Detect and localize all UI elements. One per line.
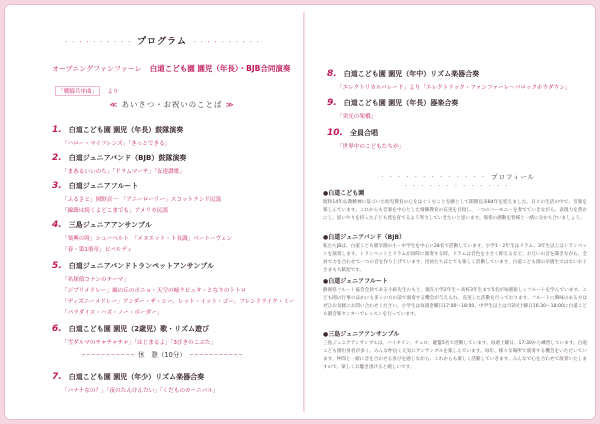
- heading-deco-left: ・・・・・・・・・・: [62, 38, 133, 46]
- program-title: 三島ジュニアアンサンブル: [68, 221, 152, 229]
- left-page: [12, 4, 298, 420]
- program-item: [327, 120, 404, 153]
- greeting-label: あいさつ・お祝いのことば: [121, 100, 223, 109]
- song-line: 「ハロー・マイフレンズ」「きっとできる」: [62, 141, 171, 147]
- opening-performers: 白道こども園 園児（年長）・BJB合同演奏: [149, 64, 291, 73]
- program-title: 白道こども園 園児（2歳児）歌・リズム遊び: [68, 325, 209, 333]
- program-item: [52, 316, 216, 349]
- profile-title: ●三島ジュニアアンサンブル: [323, 331, 400, 338]
- heading-text: プログラム: [137, 37, 187, 47]
- program-songs: [62, 275, 295, 319]
- program-songs: [337, 142, 404, 153]
- program-title: 白道ジュニアバンド（BJB）鼓隊演奏: [68, 154, 187, 162]
- program-title: 白道こども園 園児（年少）リズム楽器合奏: [68, 373, 205, 381]
- song-line: 「春・第1楽章」ビバルディ: [62, 247, 133, 253]
- program-title: 白道ジュニアフルート: [68, 182, 139, 190]
- program-heading: [42, 34, 282, 47]
- program-number: 2.: [52, 153, 62, 163]
- profile-text: 昭和14年仏教精神に基づいた幼児教育の心をはぐくむことを願として開園以来84年を迎えました。日々の生活の中で、音楽を楽しんでいます。これからも音楽を中心とした情操教育の充実を目指し、一つのハーモニーを奏でていきながら、表現力を豊かにし、思いやりを持った子ども達を育てるよう努力していきたいと思います。演奏の感動を皆様と一緒に分かち合いましょう。: [323, 200, 587, 221]
- opening-lead: オープニングファンファーレ: [52, 65, 142, 73]
- profile-section: [323, 188, 587, 223]
- right-page: [309, 4, 593, 420]
- greeting-mark-right: ≫: [225, 100, 235, 109]
- song-line: 「名探偵コナンのテーマ」: [62, 277, 129, 283]
- profile-section: [323, 329, 587, 372]
- song-line: 「ふるさと」岡野貞一 「アニーローリー」スコットランド民謡: [62, 197, 222, 203]
- intermission-rule-left: [82, 354, 134, 355]
- program-number: 8.: [327, 69, 337, 79]
- song-line: 「線路は続くよどこまでも」アメリカ民謡: [62, 208, 168, 214]
- intermission: [82, 349, 242, 359]
- program-title: 白道ジュニアバンドトランペットアンサンブル: [68, 262, 214, 270]
- program-booklet: [4, 4, 596, 420]
- heading-deco-right: ・・・・・・・・・・: [191, 38, 262, 46]
- song-line: 「楽興の時」シューベルト 「メヌエット・ト長調」ベートーヴェン: [62, 236, 233, 242]
- program-number: 7.: [52, 372, 62, 382]
- song-line: 「バナナなの？」「夜のたんけんたい」「くだものカーニバル」: [62, 388, 219, 394]
- profile-section: [323, 232, 587, 275]
- program-title: 白道こども園 園児（年長）器楽合奏: [343, 99, 459, 107]
- profile-text: 静岡県フルート協会会員である小椋先生のもと、現在小学2年生〜高校3年生まで5名が毎週楽しくフルートを学んでいます。こども園の行事のほかにも多くの方の前で演奏する機会が与えられ、充実した活動を行っております。フルートに興味のある方はぜひお気軽にお問い合わせください。小学生は毎週金曜日17:00〜18:00、中学生以上は月2回土曜日16:30〜18:00に白道こども園音楽センターでレッスンを行っています。: [323, 288, 587, 317]
- program-songs: [62, 386, 219, 397]
- song-line: 「まあるいいのち」「ドラムマーチ」「友達讃歌」: [62, 169, 185, 175]
- song-line: 「世界中のこどもたちが」: [337, 144, 405, 150]
- song-line: 「ジブリメドレー」風の丘のポニョ・天空の城ラピュタ・となりのトトロ: [62, 288, 247, 294]
- program-songs: [62, 338, 216, 349]
- opening-song: 「戦騎兵序曲」: [55, 86, 100, 96]
- program-number: 4.: [52, 220, 62, 230]
- booklet-spine: [303, 12, 305, 412]
- profile-dots-right: ・・・・・・・・・・・・・: [402, 182, 512, 190]
- program-number: 5.: [52, 261, 62, 271]
- song-line: 「パラダイス・ハズ・ノー・ボーダー」: [62, 310, 163, 316]
- opening-song-suffix: より: [107, 89, 119, 95]
- profile-dots-left: ・・・・・・・・・・・・・: [379, 173, 489, 181]
- intermission-rule-right: [190, 354, 242, 355]
- profile-title: ●白道ジュニアフルート: [323, 278, 388, 285]
- profile-title: ●白道ジュニアバンド（BJB）: [323, 234, 406, 241]
- song-line: 「栄光の架橋」: [337, 114, 377, 120]
- opening-songs: [55, 78, 302, 97]
- greeting-mark-left: ≪: [109, 100, 119, 109]
- profile-text: 私たちJBは、白道こども園卒園の小・中学生を中心に28名で活動しています。小学1・2年生はドラム、3年生以上はトランペットを演奏します。トランペットとドラムが同時に演奏する時、ドラムは音色を小さく抑えるなど、お互いの音を聞きながら、全員で力を合わせて一つの音を作り上げています。団員たちはとても楽しく活動しています。白道こども園の卒園生ではないお子さまも大歓迎です。: [323, 244, 587, 273]
- greeting-heading: [52, 99, 292, 110]
- program-number: 6.: [52, 324, 62, 334]
- program-number: 10.: [327, 128, 343, 138]
- profile-section: [323, 276, 587, 319]
- program-item: [52, 253, 295, 319]
- program-title: 白道こども園 園児（年長）鼓隊演奏: [68, 126, 184, 134]
- opening-fanfare: [52, 63, 302, 97]
- profile-title: ●白道こども園: [323, 190, 365, 197]
- song-line: 「雪ダルマのチャチャチャ」「はじまるよ」「3びきのこぶた」: [62, 340, 217, 346]
- program-title: 白道こども園 園児（年中）リズム楽器合奏: [343, 70, 480, 78]
- program-number: 9.: [327, 98, 337, 108]
- program-number: 1.: [52, 125, 62, 135]
- song-line: 「ディズニーメドレー」アンダー・ザ・シー、レット・イット・ゴー、フレンドライク・ミー: [62, 299, 295, 305]
- song-line: 「エレクトリカルパレード」より「エレクトリック・ファンファーレ〜バロックホウダウン」: [337, 85, 571, 91]
- intermission-label: 休 憩（10分）: [138, 351, 186, 359]
- profile-text: 三島ジュニアアンサンブルは、バイオリン、チェロ、鍵盤5名で活動しています。毎週土曜日、17:30から練習しています。白道こども園出身者が多く、みんな仲良く元気にアンサンブルを楽しんでいます。毎年、様々な場所で演奏する機会をいただいています。仲間と一緒に音を合わせる喜びを感じながら、これからも楽しく活動していきます。みんなで心を合わせて演奏いたしますので、楽しくお聴き頂けると嬉しいです。: [323, 341, 587, 370]
- program-number: 3.: [52, 181, 62, 191]
- program-item: [327, 90, 458, 123]
- program-item: [52, 173, 221, 217]
- program-title: 全員合唱: [350, 129, 379, 137]
- profile-label: プロフィール: [491, 173, 535, 181]
- program-item: [52, 212, 232, 256]
- program-item: [52, 364, 219, 397]
